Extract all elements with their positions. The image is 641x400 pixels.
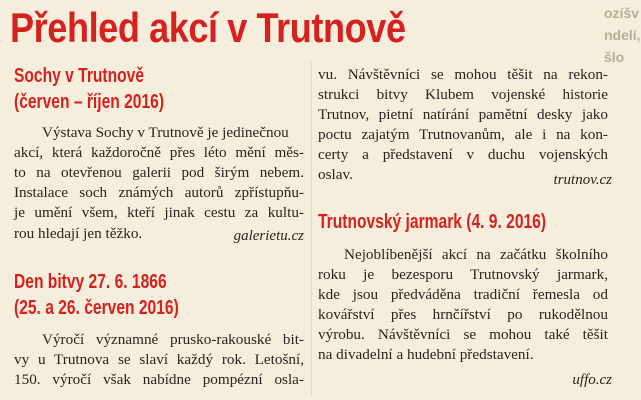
article-heading-line: Sochy v Trutnově [14,65,145,87]
article-text-line: Výstava Sochy v Trutnově je jedinečnou [42,124,289,141]
article-text-line: rou hledají jen těžko. [14,225,143,242]
article-text-line: poctu zajatým Trutnovanům, ale i na kon- [318,126,608,143]
page-title: Přehled akcí v Trutnově [10,4,406,51]
article-text-line: Trutnov, pietní natírání pamětní desky jako [318,106,608,123]
article-text-line: kde jsou předváděna tradiční řemesla od [318,286,608,303]
article-source: uffo.cz [572,372,612,388]
article-heading-line: Den bitvy 27. 6. 1866 [14,271,167,293]
article-source: galerietu.cz [233,228,304,244]
article-text-line: vy u Trutnova se slaví každý rok. Letošní, [14,351,304,368]
article-text-line: kovářství přes hrnčířství po rukodělnou [318,306,608,323]
article-text-line: vu. Návštěvníci se mohou těšit na rekon- [318,66,608,83]
column-divider [311,62,312,396]
article-text-line: výrobu. Návštěvníci se mohou také těšit [318,326,608,343]
adjacent-page-edge-text: ozíšv ndelí, šlo [604,5,641,65]
article-text-line: Výročí významné prusko-rakouské bit- [42,331,304,348]
article-heading-line: (červen – říjen 2016) [14,91,165,113]
article-text-line: oslav. [318,166,353,183]
article-text-line: Nejoblíbenější akcí na začátku školního [344,246,608,263]
article-heading-line: (25. a 26. červen 2016) [14,297,179,319]
article-text-line: Instalace soch známých autorů zpřístupňu- [14,184,304,201]
article-text-line: to na otevřenou galerii pod širým nebem. [14,164,304,181]
article-text-line: strukci bitvy Klubem vojenské historie [318,86,608,103]
article-source: trutnov.cz [553,172,612,188]
article-text-line: roku je bezesporu Trutnovský jarmark, [318,266,608,283]
article-heading-line: Trutnovský jarmark (4. 9. 2016) [318,211,547,233]
article-text-line: certy a představení v duchu vojenských [318,146,608,163]
article-text-line: na divadelní a hudební představení. [318,346,534,363]
article-text-line: je umění všem, kteří jinak cestu za kultu- [14,204,304,221]
article-text-line: 150. výročí však nabídne pompézní osla- [14,371,304,388]
article-text-line: akcí, která každoročně přes léto mění měs- [14,144,304,161]
